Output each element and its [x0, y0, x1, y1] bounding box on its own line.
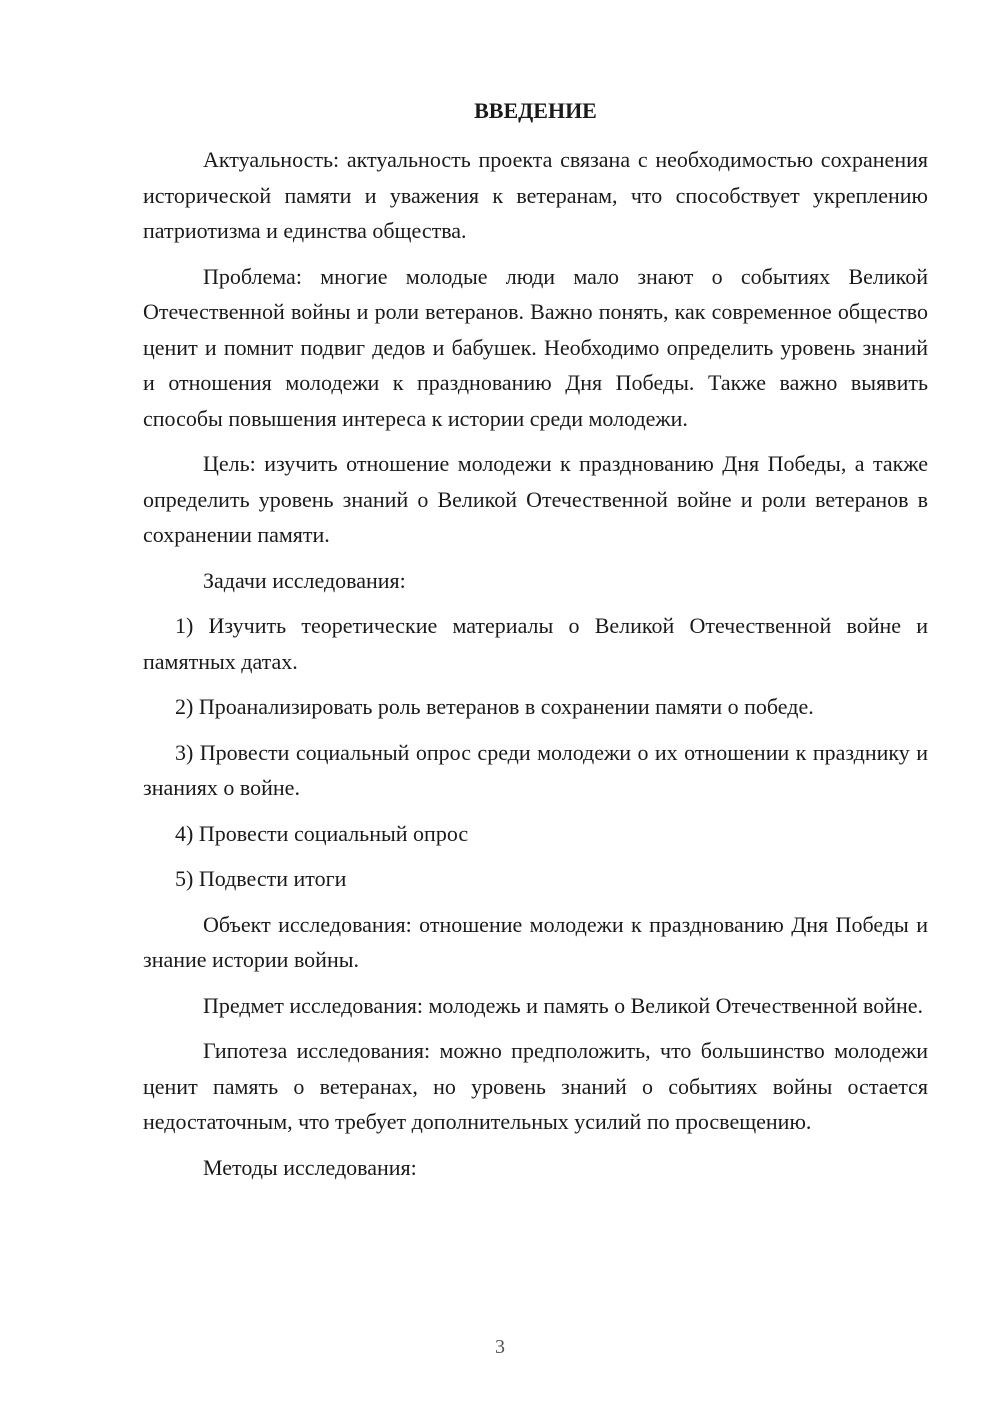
task-item-1: 1) Изучить теоретические материалы о Великой Отечественной войне и памятных датах. [143, 613, 928, 674]
paragraph-subject: Предмет исследования: молодежь и память о Великой Отечественной войне. [203, 992, 924, 1018]
task-item-5: 5) Подвести итоги [175, 866, 347, 891]
tasks-heading: Задачи исследования: [203, 567, 406, 593]
task-item-3: 3) Провести социальный опрос среди молодежи о их отношении к празднику и знаниях о войне. [143, 739, 928, 800]
paragraph-hypothesis: Гипотеза исследования: можно предположить, что большинство молодежи ценит память о ветеранах, но уровень знаний о событиях войны остается недостаточным, что требует дополнительных усилий по просвещению. [143, 1038, 928, 1134]
paragraph-problem: Проблема: многие молодые люди мало знают о событиях Великой Отечественной войны и роли ветеранов. Важно понять, как современное общество ценит и помнит подвиг дедов и бабушек. Необходимо определить уровень знаний и отношения молодежи к празднованию Дня Победы. Также важно выявить способы повышения интереса к истории среди молодежи. [143, 263, 928, 431]
paragraph-relevance: Актуальность: актуальность проекта связана с необходимостью сохранения исторической памяти и уважения к ветеранам, что способствует укреплению патриотизма и единства общества. [143, 147, 928, 243]
task-item-4: 4) Провести социальный опрос [175, 820, 469, 846]
page-number: 3 [495, 1336, 505, 1358]
task-item-2: 2) Проанализировать роль ветеранов в сохранении памяти о победе. [175, 694, 814, 719]
paragraph-methods: Методы исследования: [203, 1154, 417, 1180]
document-body [143, 142, 928, 1195]
section-title: ВВЕДЕНИЕ [474, 98, 597, 123]
paragraph-object: Объект исследования: отношение молодежи к празднованию Дня Победы и знание истории войны. [143, 911, 928, 972]
paragraph-goal: Цель: изучить отношение молодежи к празднованию Дня Победы, а также определить уровень знаний о Великой Отечественной войне и роли ветеранов в сохранении памяти. [143, 451, 928, 547]
